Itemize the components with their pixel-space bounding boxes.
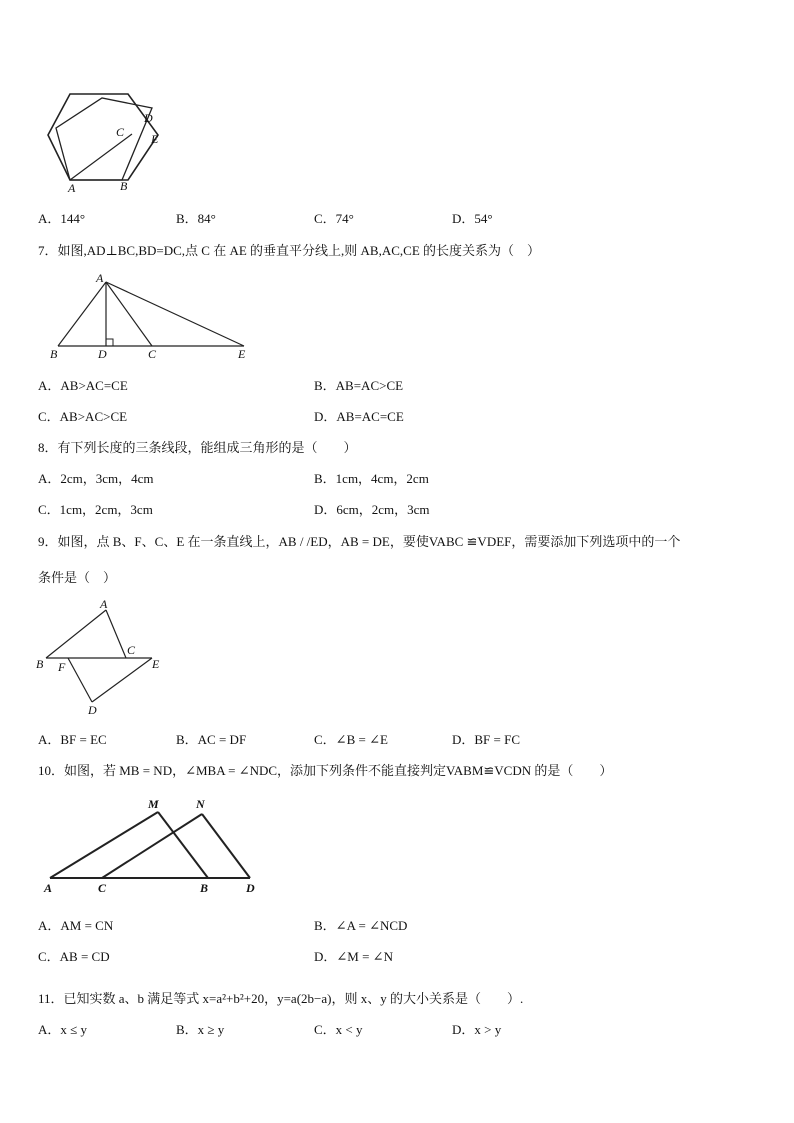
q9-option-d: D．BF = FC	[452, 732, 521, 747]
q6-option-c: C．74°	[314, 211, 354, 226]
q6-figure	[40, 88, 170, 198]
q9-option-c: C．∠B = ∠E	[314, 732, 388, 747]
q11-stem: 11．已知实数 a、b 满足等式 x=a²+b²+20，y=a(2b−a)，则 x、y 的大小关系是（ ）.	[38, 991, 524, 1006]
q10-label-d: D	[246, 881, 255, 894]
q8-option-b: B．1cm，4cm，2cm	[314, 471, 429, 486]
q10-label-a: A	[44, 881, 53, 894]
q7-label-c: C	[148, 347, 157, 361]
q7-right-angle-mark	[106, 339, 113, 346]
q6-diagonal-ac	[70, 134, 132, 180]
q11-option-d: D．x > y	[452, 1022, 502, 1037]
q8-stem: 8．有下列长度的三条线段，能组成三角形的是（ ）	[38, 440, 357, 455]
q10-segment-mb	[158, 812, 208, 878]
q7-label-b: B	[50, 347, 58, 361]
q9-stem-line2: 条件是（ ）	[38, 570, 117, 585]
q9-label-d: D	[88, 703, 97, 717]
q10-label-n: N	[196, 797, 205, 811]
q6-option-d: D．54°	[452, 211, 493, 226]
q9-segment-ab	[46, 610, 106, 658]
q7-label-d: D	[98, 347, 107, 361]
q10-segment-am	[50, 812, 158, 878]
q10-option-b: B．∠A = ∠NCD	[314, 918, 408, 933]
q10-option-c: C．AB = CD	[38, 949, 110, 964]
q10-segment-nd	[202, 814, 250, 878]
q9-segment-de	[92, 658, 152, 702]
q9-segment-df	[68, 658, 92, 702]
q7-figure	[40, 268, 260, 364]
q8-option-c: C．1cm，2cm，3cm	[38, 502, 153, 517]
q6-label-e: E	[151, 132, 159, 146]
q11-option-a: A．x ≤ y	[38, 1022, 88, 1037]
q8-option-a: A．2cm，3cm，4cm	[38, 471, 154, 486]
q7-option-d: D．AB=AC=CE	[314, 409, 404, 424]
q10-stem: 10．如图，若 MB = ND，∠MBA = ∠NDC，添加下列条件不能直接判定VABM≌VCDN 的是（ ）	[38, 763, 613, 778]
q6-label-b: B	[120, 179, 128, 193]
q6-label-d: D	[144, 111, 153, 125]
q6-label-c: C	[116, 125, 125, 139]
q9-label-b: B	[36, 657, 44, 671]
q7-segment-ac	[106, 282, 152, 346]
q6-hexagon	[48, 94, 158, 180]
q6-option-a: A．144°	[38, 211, 86, 226]
q7-option-b: B．AB=AC>CE	[314, 378, 404, 393]
q10-segment-cn	[102, 814, 202, 878]
q11-option-c: C．x < y	[314, 1022, 363, 1037]
q7-label-e: E	[238, 347, 246, 361]
q6-pentagon	[56, 98, 152, 180]
q7-segment-ab	[58, 282, 106, 346]
q7-stem: 7．如图,AD⊥BC,BD=DC,点 C 在 AE 的垂直平分线上,则 AB,AC,CE 的长度关系为（ ）	[38, 243, 541, 258]
q8-option-d: D．6cm，2cm，3cm	[314, 502, 430, 517]
q10-option-d: D．∠M = ∠N	[314, 949, 393, 964]
q9-label-c: C	[127, 643, 136, 657]
q10-label-b: B	[200, 881, 209, 894]
q9-label-f: F	[58, 660, 66, 674]
q7-option-a: A．AB>AC=CE	[38, 378, 128, 393]
q7-segment-ae	[106, 282, 244, 346]
q9-stem-line1: 9．如图，点 B、F、C、E 在一条直线上，AB / /ED，AB = DE，要使VABC ≌VDEF，需要添加下列选项中的一个	[38, 534, 681, 549]
q9-option-a: A．BF = EC	[38, 732, 107, 747]
q10-label-c: C	[98, 881, 107, 894]
q10-figure	[40, 794, 270, 894]
q9-segment-ac	[106, 610, 126, 658]
q9-figure	[34, 596, 174, 720]
q6-label-a: A	[68, 181, 76, 195]
q7-option-c: C．AB>AC>CE	[38, 409, 128, 424]
q9-option-b: B．AC = DF	[176, 732, 247, 747]
q10-option-a: A．AM = CN	[38, 918, 114, 933]
q9-label-e: E	[152, 657, 160, 671]
q11-option-b: B．x ≥ y	[176, 1022, 225, 1037]
q7-label-a: A	[96, 271, 104, 285]
q10-label-m: M	[148, 797, 159, 811]
q9-label-a: A	[100, 597, 108, 611]
q6-option-b: B．84°	[176, 211, 216, 226]
